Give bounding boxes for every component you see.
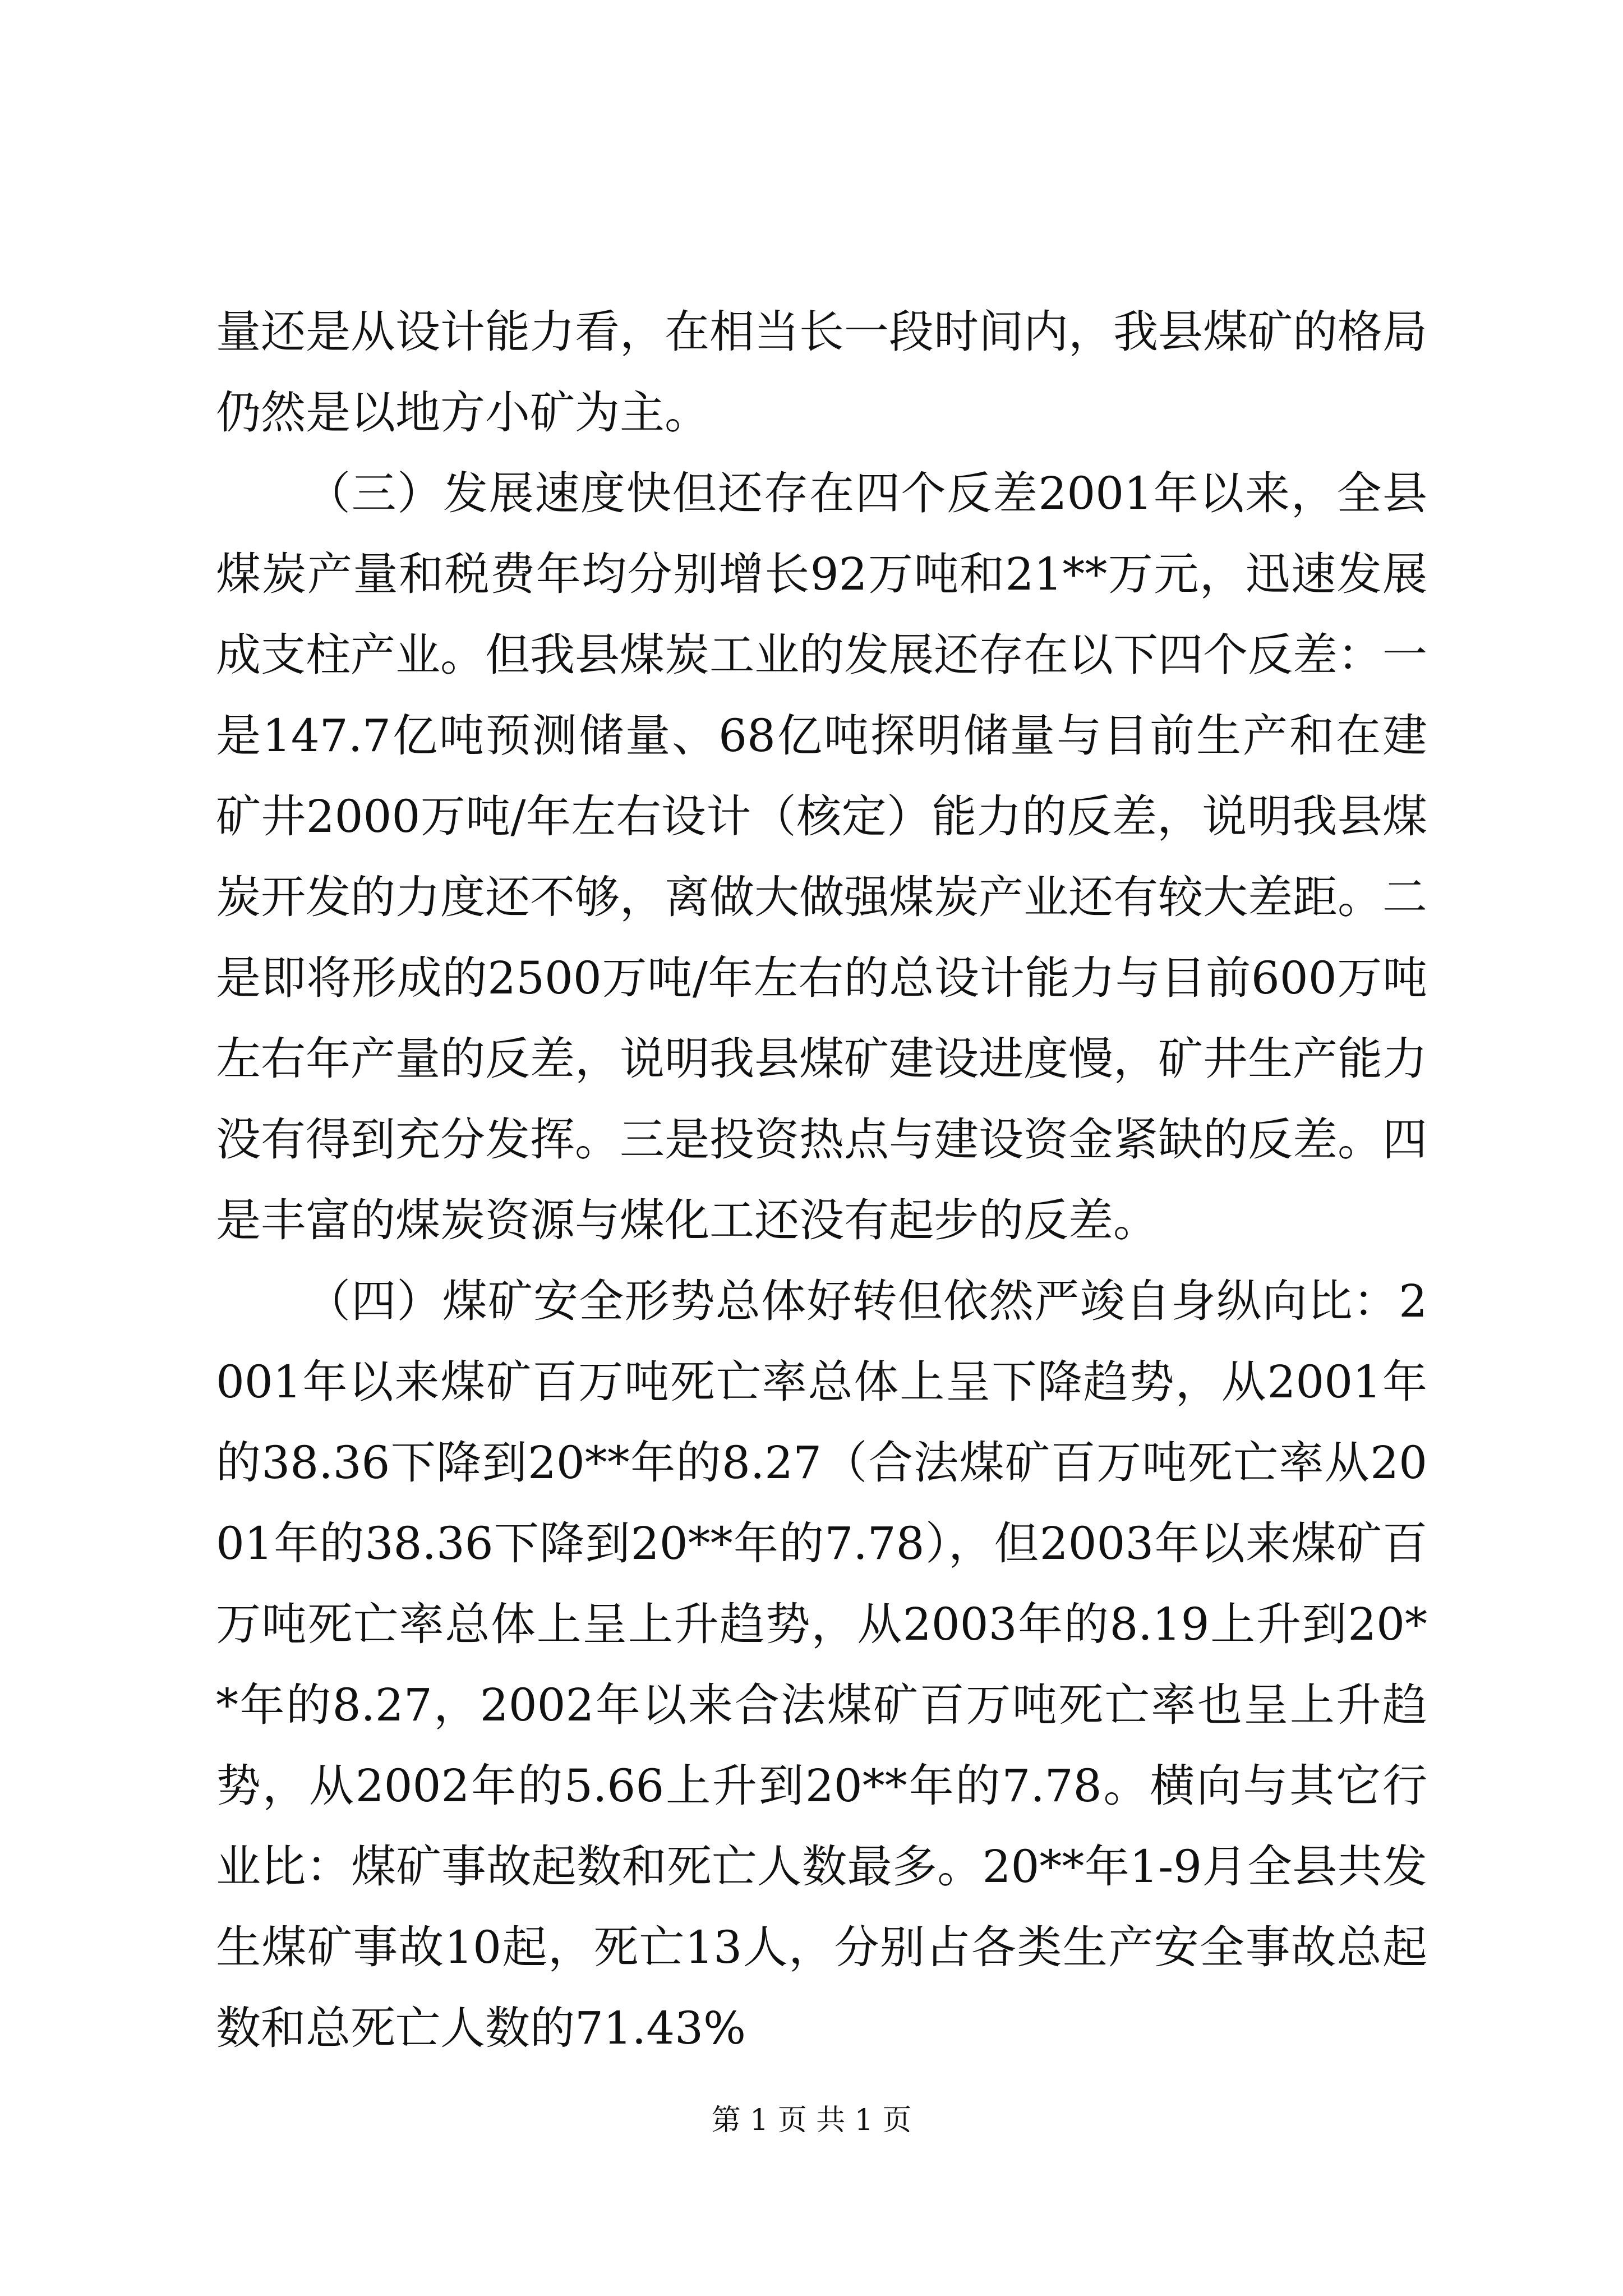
document-body [216,292,1427,2069]
paragraph-section-3: （三）发展速度快但还存在四个反差2001年以来，全县煤炭产量和税费年均分别增长92万吨和21**万元，迅速发展成支柱产业。但我县煤炭工业的发展还存在以下四个反差：一是147.7亿吨预测储量、68亿吨探明储量与目前生产和在建矿井2000万吨/年左右设计（核定）能力的反差，说明我县煤炭开发的力度还不够，离做大做强煤炭产业还有较大差距。二是即将形成的2500万吨/年左右的总设计能力与目前600万吨左右年产量的反差，说明我县煤矿建设进度慢，矿井生产能力没有得到充分发挥。三是投资热点与建设资金紧缺的反差。四是丰富的煤炭资源与煤化工还没有起步的反差。 [216,467,1427,1246]
paragraph-section-4: （四）煤矿安全形势总体好转但依然严竣自身纵向比：2001年以来煤矿百万吨死亡率总体上呈下降趋势，从2001年的38.36下降到20**年的8.27（合法煤矿百万吨死亡率从2001年的38.36下降到20**年的7.78），但2003年以来煤矿百万吨死亡率总体上呈上升趋势，从2003年的8.19上升到20**年的8.27，2002年以来合法煤矿百万吨死亡率也呈上升趋势，从2002年的5.66上升到20**年的7.78。横向与其它行业比：煤矿事故起数和死亡人数最多。20**年1-9月全县共发生煤矿事故10起，死亡13人，分别占各类生产安全事故总起数和总死亡人数的71.43% [216,1275,1427,2054]
paragraph-continuation: 量还是从设计能力看，在相当长一段时间内，我县煤矿的格局仍然是以地方小矿为主。 [216,306,1427,439]
page-footer: 第 1 页 共 1 页 [711,2104,912,2137]
